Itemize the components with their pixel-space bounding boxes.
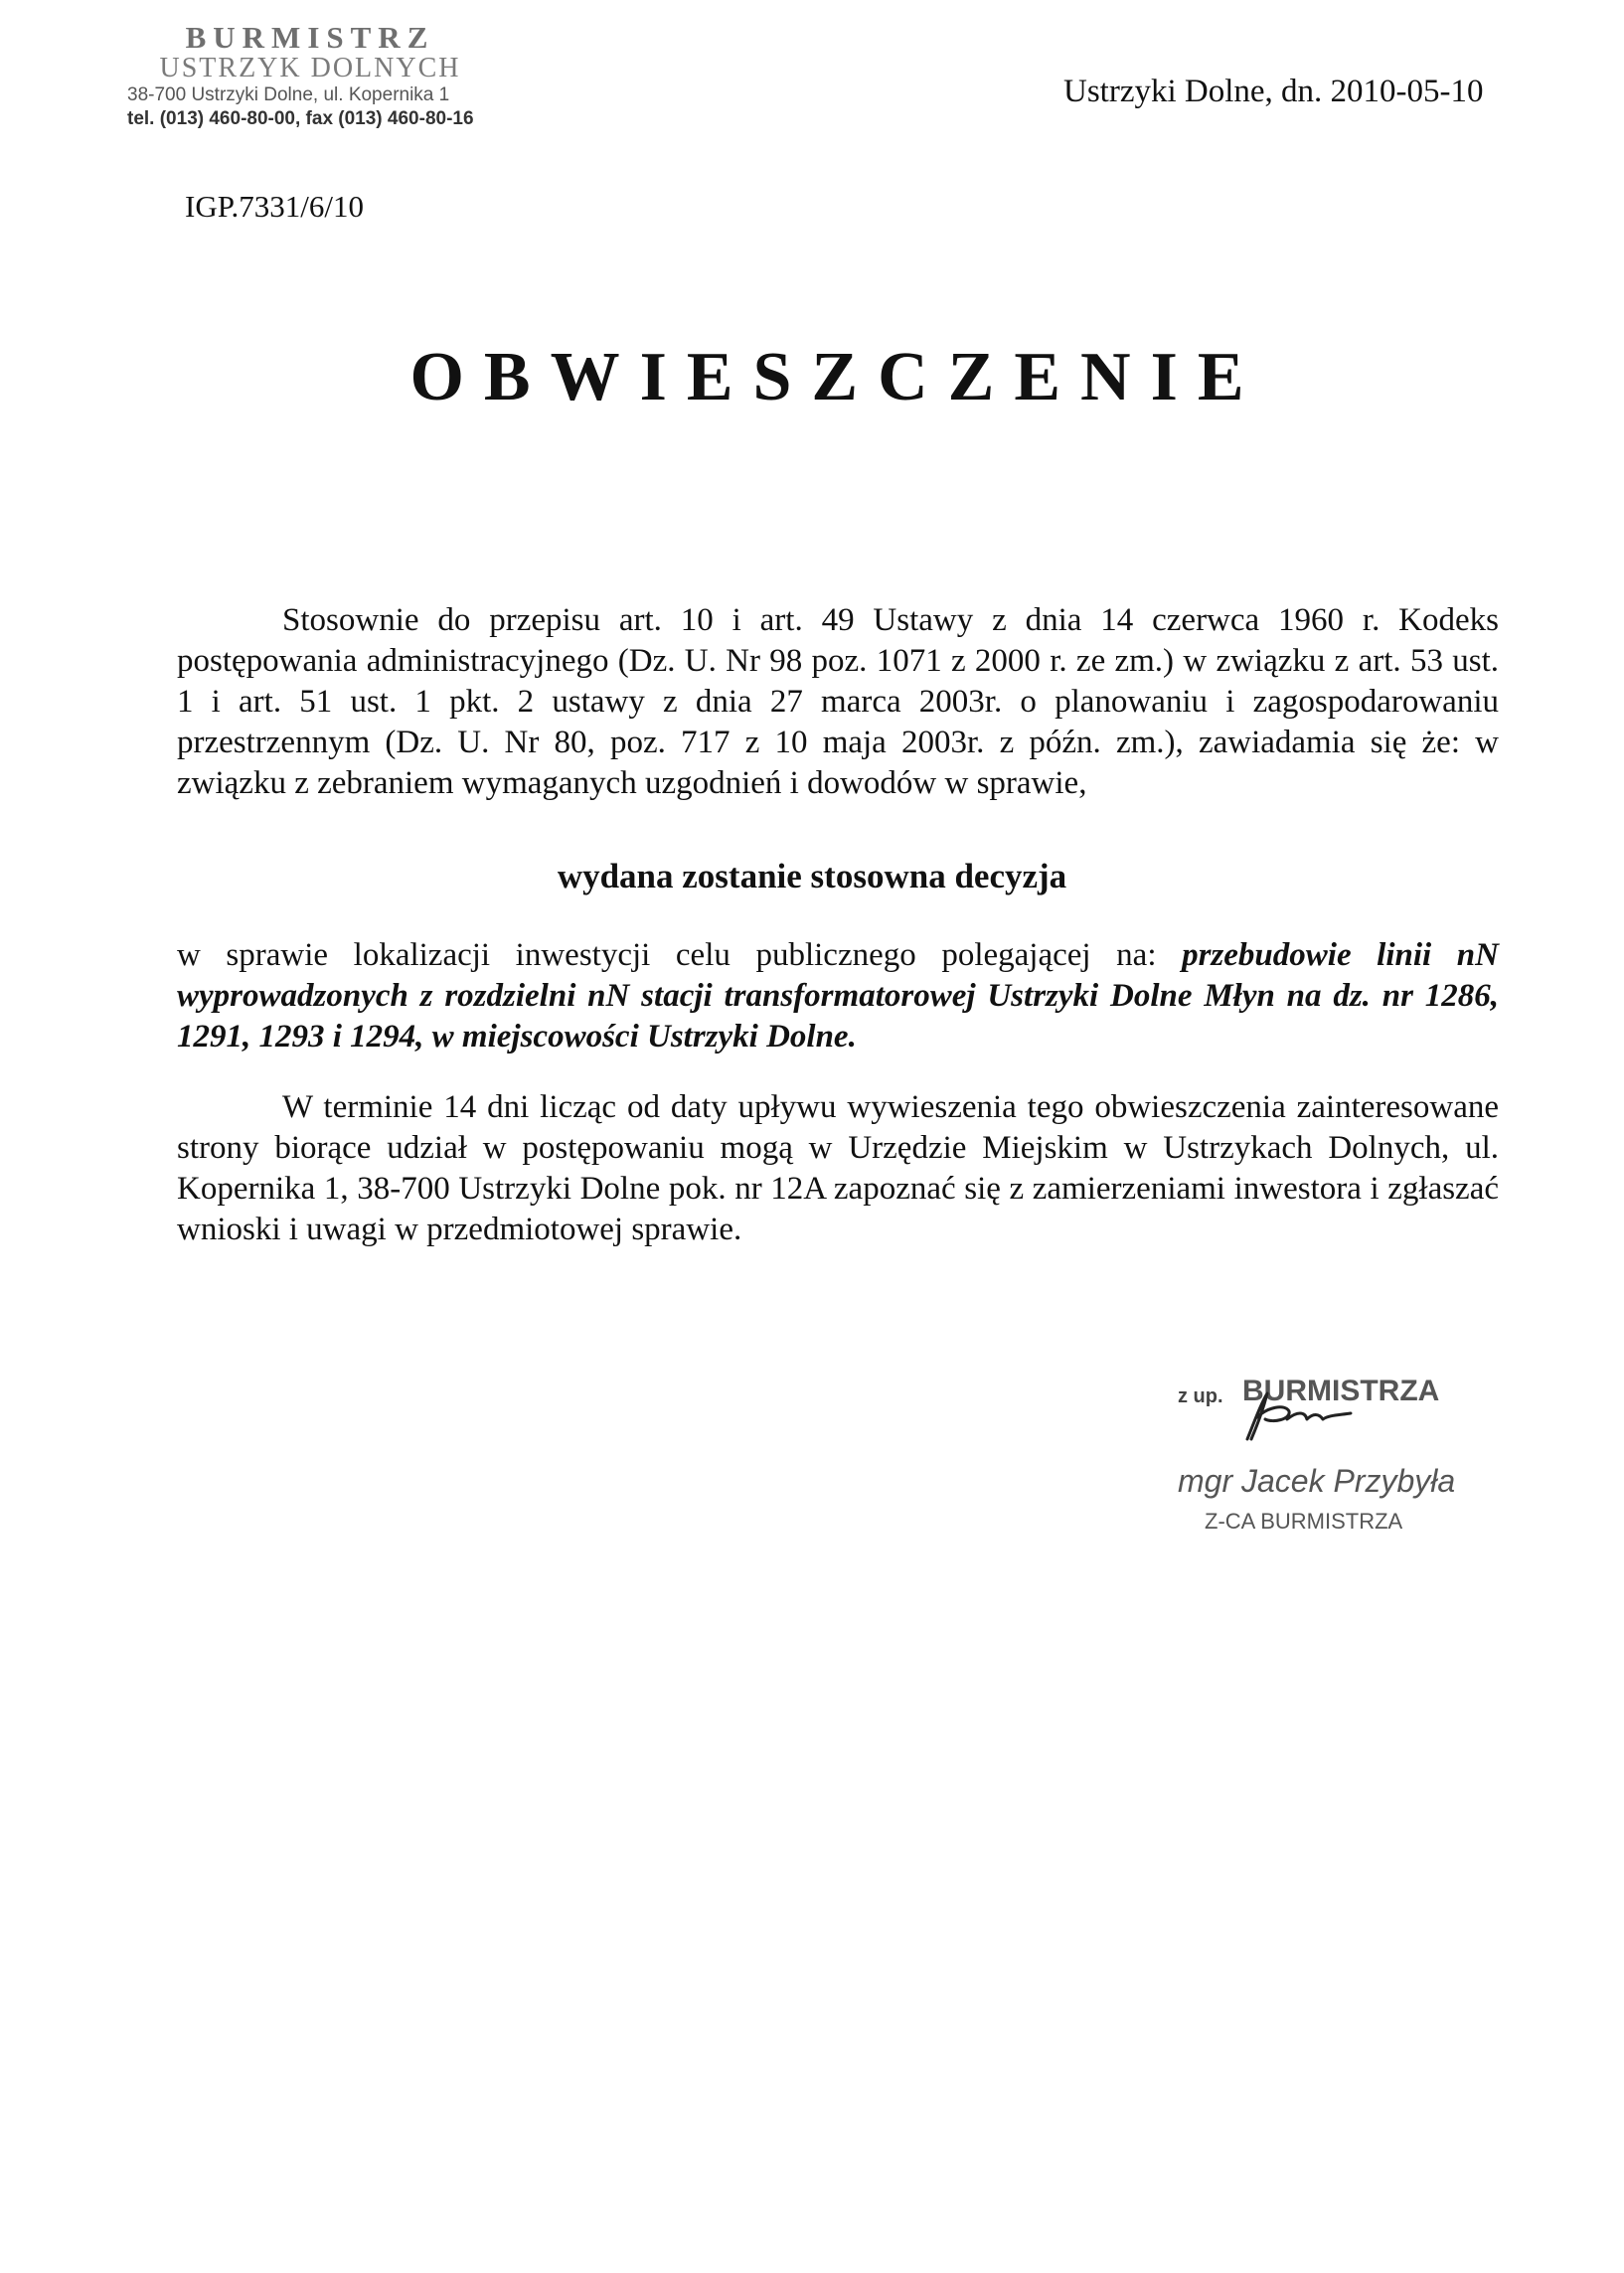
letterhead-phone: tel. (013) 460-80-00, fax (013) 460-80-16 — [127, 108, 474, 129]
handwritten-signature — [1227, 1389, 1357, 1445]
dateline: Ustrzyki Dolne, dn. 2010-05-10 — [1063, 74, 1484, 109]
signature-prefix: z up. — [1178, 1385, 1223, 1407]
deadline-paragraph: W terminie 14 dni licząc od daty upływu wywieszenia tego obwieszczenia zainteresowane strony biorące udział w postępowaniu mogą w Urzędzie Miejskim w Ustrzykach Dolnych, ul. Kopernika 1, 38-700 Ustrzyki Dolne pok. nr 12A zapoznać się z zamierzeniami inwestora i zgłaszać wnioski i uwagi w przedmiotowej sprawie. — [177, 1089, 1499, 1247]
decision-line: wydana zostanie stosowna decyzja — [557, 857, 1067, 895]
letterhead-town: USTRZYK DOLNYCH — [159, 53, 461, 83]
page-title: OBWIESZCZENIE — [409, 339, 1264, 415]
subject-paragraph — [177, 935, 1499, 1057]
signature-stamp — [1178, 1372, 1496, 1550]
letterhead-address: 38-700 Ustrzyki Dolne, ul. Kopernika 1 — [127, 84, 450, 105]
letterhead-stamp — [121, 22, 499, 131]
legal-basis-paragraph: Stosownie do przepisu art. 10 i art. 49 Ustawy z dnia 14 czerwca 1960 r. Kodeks postępowania administracyjnego (Dz. U. Nr 98 poz. 1071 z 2000 r. ze zm.) w związku z art. 53 ust. 1 i art. 51 ust. 1 pkt. 2 ustawy z dnia 27 marca 2003r. o planowaniu i zagospodarowaniu przestrzennym (Dz. U. Nr 80, poz. 717 z 10 maja 2003r. z późn. zm.), zawiadamia się że: w związku z zebraniem wymaganych uzgodnień i dowodów w sprawie, — [177, 602, 1499, 801]
signatory-role: Z-CA BURMISTRZA — [1205, 1509, 1403, 1534]
letterhead-office: BURMISTRZ — [185, 20, 435, 55]
reference-number: IGP.7331/6/10 — [185, 189, 364, 224]
signatory-name: mgr Jacek Przybyła — [1178, 1463, 1456, 1499]
subject-lead-text: w sprawie lokalizacji inwestycji celu publicznego polegającej na: — [177, 937, 1183, 973]
signature-office: BURMISTRZA — [1242, 1375, 1440, 1407]
subject-emphasis-text: przebudowie linii nN wyprowadzonych z rozdzielni nN stacji transformatorowej Ustrzyki Dolne Młyn na dz. nr 1286, 1291, 1293 i 1294, w miejscowości Ustrzyki Dolne. — [177, 937, 1499, 1055]
